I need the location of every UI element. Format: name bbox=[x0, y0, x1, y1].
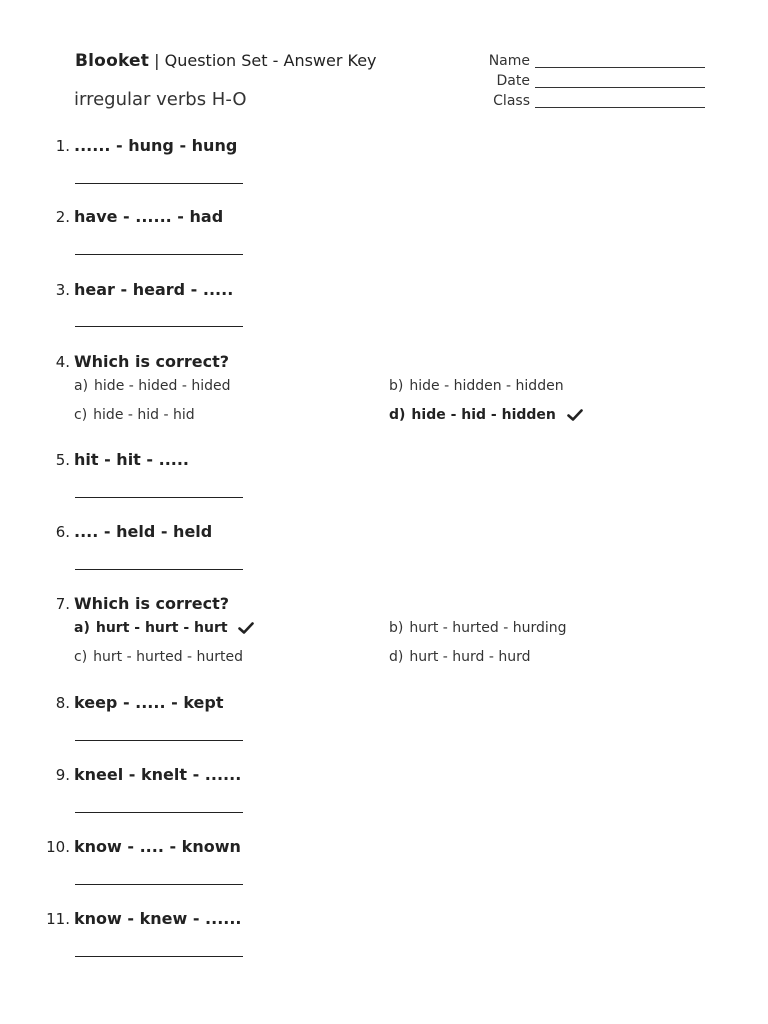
option-d bbox=[389, 649, 531, 665]
answer-line bbox=[75, 326, 243, 327]
question-text: kneel - knelt - ...... bbox=[74, 765, 242, 784]
option-c bbox=[74, 649, 243, 665]
question-number: 10. bbox=[46, 838, 70, 856]
answer-line bbox=[75, 740, 243, 741]
question-text: hit - hit - ..... bbox=[74, 450, 189, 469]
question-number: 8. bbox=[55, 694, 70, 712]
option-letter: b) bbox=[389, 620, 404, 636]
question-text: know - .... - known bbox=[74, 837, 241, 856]
question-number: 11. bbox=[46, 910, 70, 928]
name-label: Name bbox=[488, 53, 530, 69]
option-c bbox=[74, 407, 195, 423]
option-text: hurt - hurted - hurted bbox=[93, 649, 244, 665]
name-field bbox=[470, 53, 705, 71]
question-number: 4. bbox=[55, 353, 70, 371]
title-separator: | bbox=[149, 51, 165, 70]
class-label: Class bbox=[493, 93, 530, 109]
option-text: hide - hided - hided bbox=[94, 378, 231, 394]
option-text: hurt - hurd - hurd bbox=[409, 649, 531, 665]
option-letter: c) bbox=[74, 649, 88, 665]
question-number: 6. bbox=[55, 523, 70, 541]
name-line bbox=[535, 67, 705, 68]
date-label: Date bbox=[496, 73, 530, 89]
question-number: 1. bbox=[55, 137, 70, 155]
option-text: hide - hid - hidden bbox=[411, 407, 556, 423]
title-text: Question Set - Answer Key bbox=[164, 51, 377, 70]
answer-line bbox=[75, 884, 243, 885]
question-text: have - ...... - had bbox=[74, 207, 224, 226]
question-text: Which is correct? bbox=[74, 594, 230, 613]
set-subtitle: irregular verbs H-O bbox=[74, 89, 247, 110]
question-text: .... - held - held bbox=[74, 522, 213, 541]
option-letter: a) bbox=[74, 378, 89, 394]
option-text: hide - hidden - hidden bbox=[409, 378, 564, 394]
answer-line bbox=[75, 812, 243, 813]
question-number: 3. bbox=[55, 281, 70, 299]
option-letter: d) bbox=[389, 407, 406, 423]
option-a bbox=[74, 378, 231, 394]
option-letter: d) bbox=[389, 649, 404, 665]
answer-line bbox=[75, 497, 243, 498]
option-letter: c) bbox=[74, 407, 88, 423]
check-icon bbox=[238, 622, 254, 634]
date-line bbox=[535, 87, 705, 88]
question-number: 5. bbox=[55, 451, 70, 469]
option-letter: b) bbox=[389, 378, 404, 394]
option-a-correct bbox=[74, 620, 254, 636]
option-text: hurt - hurt - hurt bbox=[95, 620, 228, 636]
check-icon bbox=[567, 409, 583, 421]
question-number: 2. bbox=[55, 208, 70, 226]
brand-logo-text: Blooket bbox=[75, 51, 150, 71]
question-text: hear - heard - ..... bbox=[74, 280, 234, 299]
option-d-correct bbox=[389, 407, 583, 423]
answer-line bbox=[75, 956, 243, 957]
date-field bbox=[470, 73, 705, 91]
question-text: keep - ..... - kept bbox=[74, 693, 224, 712]
option-text: hurt - hurted - hurding bbox=[409, 620, 567, 636]
answer-line bbox=[75, 183, 243, 184]
option-b bbox=[389, 378, 564, 394]
question-text: Which is correct? bbox=[74, 352, 230, 371]
question-text: ...... - hung - hung bbox=[74, 136, 238, 155]
question-number: 7. bbox=[55, 595, 70, 613]
option-b bbox=[389, 620, 567, 636]
question-text: know - knew - ...... bbox=[74, 909, 242, 928]
option-text: hide - hid - hid bbox=[93, 407, 195, 423]
answer-line bbox=[75, 254, 243, 255]
class-field bbox=[470, 93, 705, 111]
class-line bbox=[535, 107, 705, 108]
question-number: 9. bbox=[55, 766, 70, 784]
document-title bbox=[75, 51, 377, 71]
option-letter: a) bbox=[74, 620, 90, 636]
answer-line bbox=[75, 569, 243, 570]
